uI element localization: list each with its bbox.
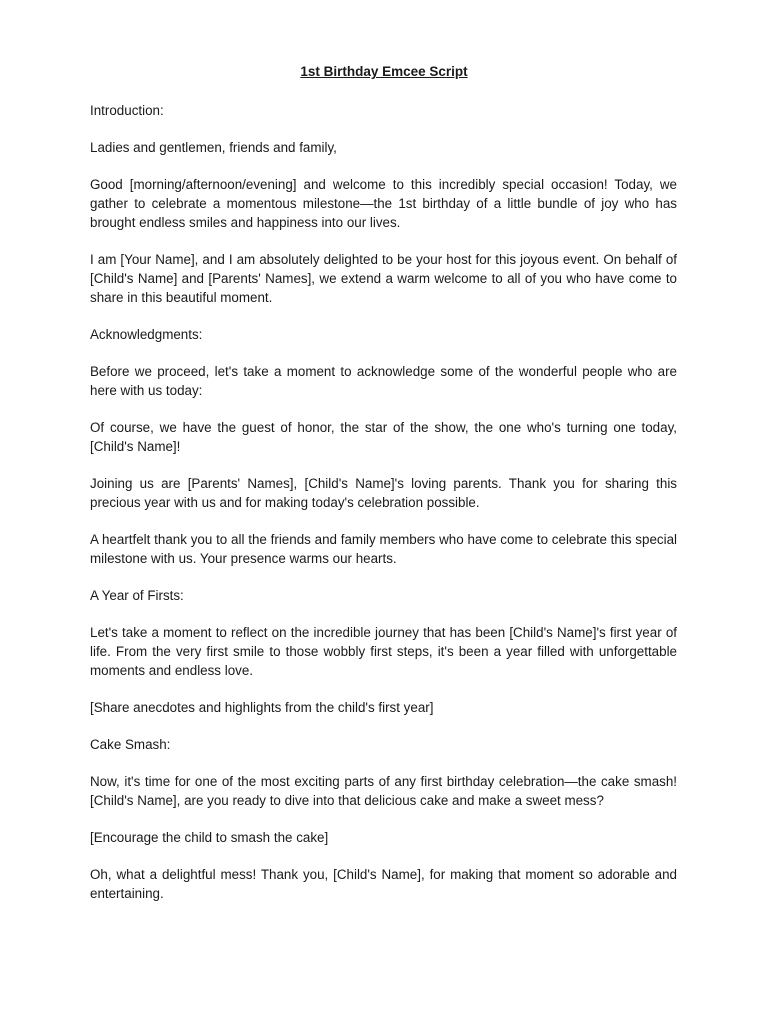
- section-heading-year-of-firsts: A Year of Firsts:: [90, 588, 184, 603]
- section-heading-introduction: Introduction:: [90, 103, 164, 118]
- paragraph-thank-guests: A heartfelt thank you to all the friends and family members who have come to celebrate this special milestone with us. Your presence warms our hearts.: [90, 532, 677, 566]
- document-body: [90, 101, 677, 921]
- paragraph-acknowledge-intro: Before we proceed, let's take a moment to acknowledge some of the wonderful people who are here with us today:: [90, 364, 677, 398]
- paragraph-encourage-placeholder: [Encourage the child to smash the cake]: [90, 830, 329, 845]
- section-heading-acknowledgments: Acknowledgments:: [90, 327, 203, 342]
- paragraph-anecdotes-placeholder: [Share anecdotes and highlights from the child's first year]: [90, 700, 434, 715]
- paragraph-welcome: Good [morning/afternoon/evening] and welcome to this incredibly special occasion! Today, we gather to celebrate a momentous milestone—the 1st birthday of a little bundle of joy who has brought endless smiles and happiness into our lives.: [90, 177, 677, 230]
- paragraph-parents: Joining us are [Parents' Names], [Child's Name]'s loving parents. Thank you for sharing this precious year with us and for making today's celebration possible.: [90, 476, 677, 510]
- paragraph-greeting: Ladies and gentlemen, friends and family,: [90, 140, 337, 155]
- section-heading-cake-smash: Cake Smash:: [90, 737, 171, 752]
- paragraph-host-intro: I am [Your Name], and I am absolutely delighted to be your host for this joyous event. On behalf of [Child's Name] and [Parents' Names], we extend a warm welcome to all of you who have come to share in this beautiful moment.: [90, 252, 677, 305]
- paragraph-delightful-mess: Oh, what a delightful mess! Thank you, [Child's Name], for making that moment so adorable and entertaining.: [90, 867, 677, 901]
- paragraph-reflection: Let's take a moment to reflect on the incredible journey that has been [Child's Name]'s first year of life. From the very first smile to those wobbly first steps, it's been a year filled with unforgettable moments and endless love.: [90, 625, 677, 678]
- paragraph-guest-of-honor: Of course, we have the guest of honor, the star of the show, the one who's turning one today, [Child's Name]!: [90, 420, 677, 454]
- paragraph-cake-smash: Now, it's time for one of the most exciting parts of any first birthday celebration—the cake smash! [Child's Name], are you ready to dive into that delicious cake and make a sweet mess?: [90, 774, 677, 808]
- document-title: 1st Birthday Emcee Script: [300, 64, 468, 79]
